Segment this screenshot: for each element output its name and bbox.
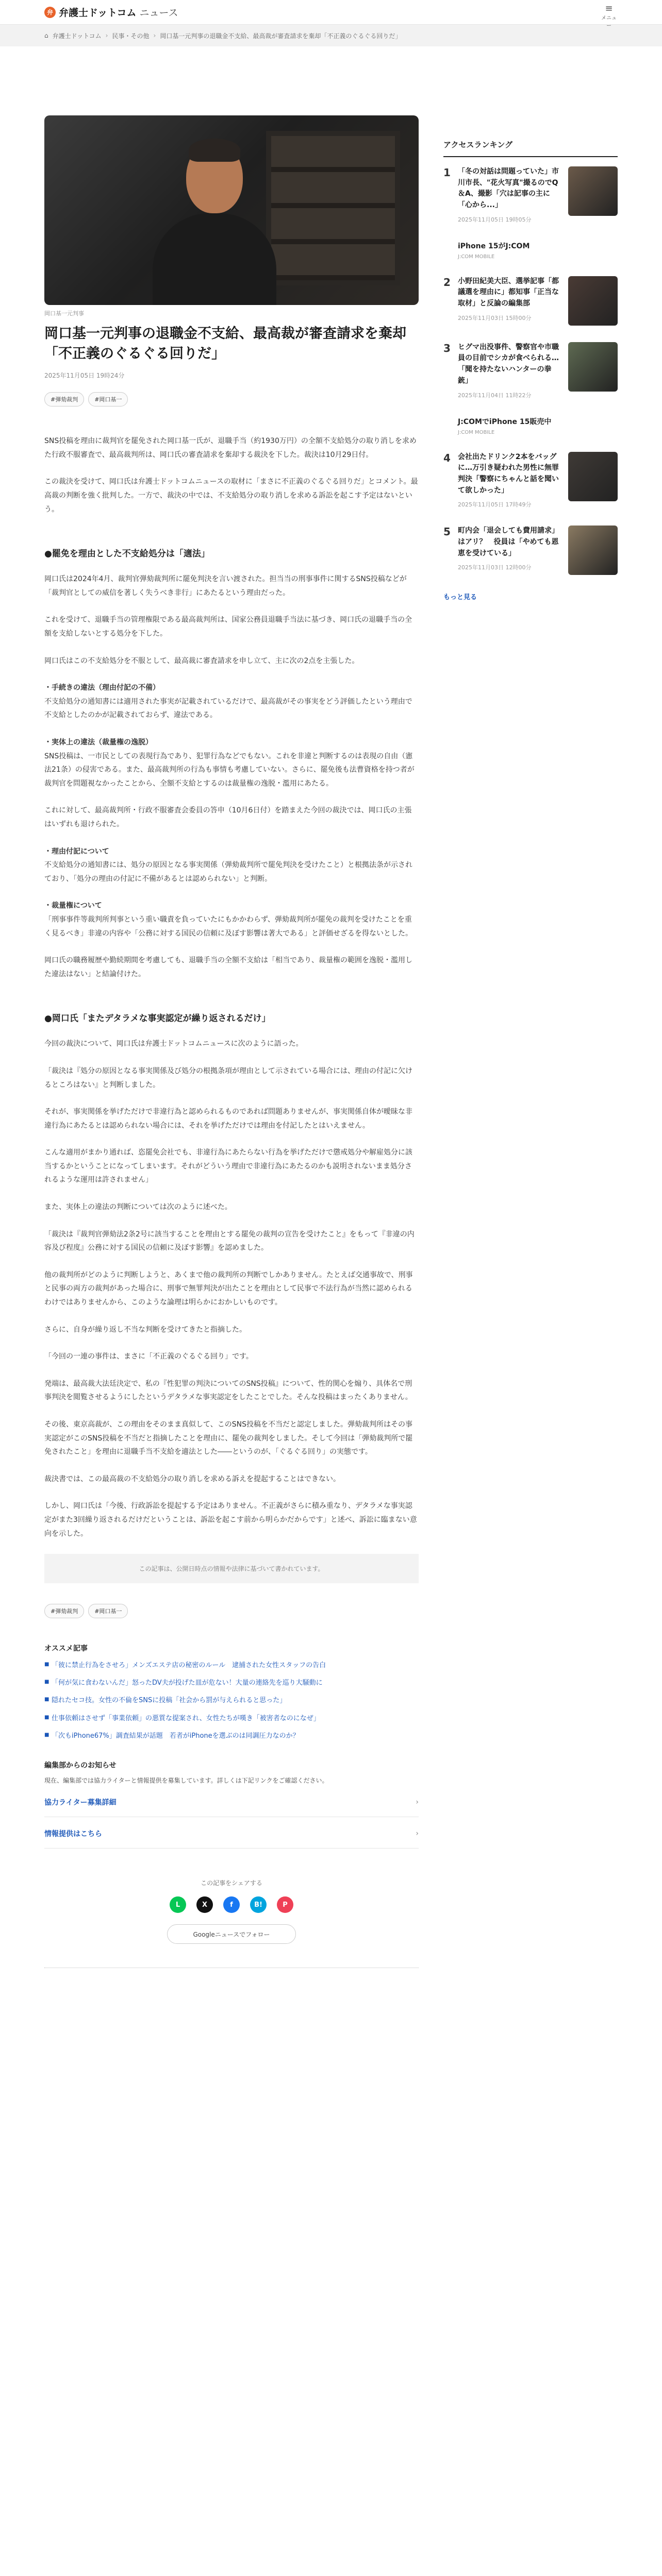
info-submit-link[interactable] <box>44 1817 419 1849</box>
ranking-text <box>458 276 562 323</box>
paragraph: これを受けて、退職手当の管理権限である最高裁判所は、国家公務員退職手当法に基づき、岡口氏の退職手当の全額を支給しないとする処分を下した。 <box>44 616 412 638</box>
editor-heading: 編集部からのお知らせ <box>44 1761 117 1770</box>
article-notice: この記事は、公開日時点の情報や法律に基づいて書かれています。 <box>44 1554 419 1583</box>
paragraph: また、実体上の違法の判断については次のように述べた。 <box>44 1203 232 1212</box>
photo-credit: 岡口基一元判事 <box>44 310 84 317</box>
share-line-icon[interactable]: L <box>170 1896 186 1913</box>
ranking-item[interactable] <box>443 526 618 575</box>
paragraph: SNS投稿を理由に裁判官を罷免された岡口基一氏が、退職手当（約1930万円）の全額不支給処分の取り消しを求めた行政不服審査で、最高裁判所は、岡口氏の審査請求を棄却する裁決を下した。裁決は10月29日付。 <box>44 437 417 459</box>
chevron-right-icon: › <box>416 1798 419 1807</box>
paragraph: 「今回の一連の事件は、まさに「不正義のぐるぐる回り」です。 <box>44 1352 253 1361</box>
breadcrumb-separator-icon: › <box>105 32 108 39</box>
paragraph: こんな適用がまかり通れば、恣罷免会社でも、非違行為にあたらない行為を挙げただけで懲戒処分や解雇処分に該当するかということになってしまいます。それがどういう理由で非違行為にあたるのかも説明されないまま処分されるような運用は許されません」 <box>44 1148 412 1184</box>
ranking-title: 会社出たドリンク2本をバッグに…万引き疑われた男性に無罪判決「警察にちゃんと話を聞いて欲しかった」 <box>458 452 559 495</box>
recommended-link[interactable]: ■ 仕事依頼はさせず「事業依頼」の悪質な提案され、女性たちが嘆き「被害者なのになぜ」 <box>44 1714 419 1724</box>
paragraph: 「刑事事件等裁判所判事という重い職責を負っていたにもかかわらず、弾劾裁判所が罷免の裁判を受けたことを重く見るべき」非違の内容や「公務に対する国民の信頼に及ぼす影響は著大である」と評価せざるを得ないとした。 <box>44 915 412 938</box>
paragraph: それが、事実関係を挙げただけで非違行為と認められるものであれば問題ありませんが、事実関係自体が曖昧な非違行為にあたるとは認められない場合には、それを挙げただけでは理由を付記したとはいえません。 <box>44 1108 412 1130</box>
paragraph: SNS投稿は、一市民としての表現行為であり、犯罪行為などでもない。これを非違と判断するのは表現の自由（憲法21条）の侵害である。また、最高裁判所の行為も事情も考慮していない。さらに、罷免後も法曹資格を持つ者が裁判官を問題視なかったことから、全額不支給とするのは裁量権の逸脱・濫用にあたる。 <box>44 752 415 788</box>
paragraph: これに対して、最高裁判所・行政不服審査会委員の答申（10月6日付）を踏まえた今回の裁決では、岡口氏の主張はいずれも退けられた。 <box>44 806 412 828</box>
ranking-date: 2025年11月03日 12時00分 <box>458 564 532 571</box>
ranking-title: 町内会「退会しても費用請求」はアリ？ 役員は「やめても恩恵を受けている」 <box>458 527 559 557</box>
recommended-link[interactable]: ■ 「次もiPhone67%」調査結果が話題 若者がiPhoneを選ぶのは同調圧力なのか？ <box>44 1731 419 1741</box>
breadcrumb <box>0 25 662 46</box>
paragraph: 裁決書では、この最高裁の不支給処分の取り消しを求める訴えを提起することはできない。 <box>44 1475 340 1483</box>
ranking-thumbnail <box>568 452 618 501</box>
ranking-title: 小野田紀美大臣、選挙記事「都議選を理由に」都知事「正当な取材」と反論の編集部 <box>458 277 559 308</box>
sidebar-ad[interactable] <box>443 416 618 435</box>
sidebar <box>443 46 618 1968</box>
hero-person <box>153 136 276 305</box>
ranking-number: 3 <box>443 342 451 354</box>
tag-link[interactable]: #岡口基一 <box>88 1604 128 1618</box>
ad-title: iPhone 15がJ:COM <box>458 242 530 250</box>
info-submit-label: 情報提供はこちら <box>44 1830 102 1839</box>
chevron-right-icon: › <box>416 1829 419 1838</box>
ranking-text <box>458 166 562 224</box>
menu-label: メニュー <box>601 15 617 29</box>
share-buttons <box>44 1896 419 1913</box>
ranking-date: 2025年11月05日 17時49分 <box>458 501 532 509</box>
ranking-thumbnail <box>568 276 618 326</box>
site-logo[interactable] <box>44 5 178 19</box>
paragraph: 「裁決は『処分の原因となる事実関係及び処分の根拠条項が理由として示されている場合には、理由の付記に欠けるところはない』と判断しました。 <box>44 1066 412 1089</box>
ranking-thumbnail <box>568 166 618 216</box>
sidebar-ad[interactable] <box>443 241 618 260</box>
tag-link[interactable]: #弾劾裁判 <box>44 392 84 406</box>
ranking-item[interactable] <box>443 342 618 400</box>
tag-link[interactable]: #岡口基一 <box>88 392 128 406</box>
paragraph: 不支給処分の通知書には適用された事実が記載されているだけで、最高裁がその事実をどう評価したという理由で不支給としたのかが記載されておらず、違法である。 <box>44 697 412 720</box>
paragraph: 不支給処分の通知書には、処分の原因となる事実関係（弾劾裁判所で罷免判決を受けたこと）と根拠法条が示されており、「処分の理由の付記に不備があるとは認められない」と判断。 <box>44 861 412 883</box>
recommended-link[interactable]: ■ 隠れたセコ技。女性の不倫をSNSに投稿「社会から罰が与えられると思った」 <box>44 1696 419 1706</box>
recommended-section <box>44 1643 419 1741</box>
editor-text: 現在、編集部では協力ライターと情報提供を募集しています。詳しくは下記リンクをご確認ください。 <box>44 1776 328 1784</box>
ranking-item[interactable] <box>443 166 618 224</box>
editor-notice-section <box>44 1760 419 1849</box>
article-tags <box>44 392 419 406</box>
article-main <box>44 46 419 1968</box>
ranking-text <box>458 342 562 400</box>
ranking-text <box>458 526 562 572</box>
ranking-title: ヒグマ出没事件、警察官や市職員の目前でシカが食べられる…「聞を持たないハンターの拳銃」 <box>458 343 559 385</box>
paragraph: 岡口氏は2024年4月、裁判官弾劾裁判所に罷免判決を言い渡された。担当当の刑事事件に関するSNS投稿などが「裁判官としての威信を著しく失うべき非行」にあたるという理由だった。 <box>44 575 407 597</box>
sub-heading: ・手続きの違法（理由付記の不備） <box>44 684 160 692</box>
article-hero-image <box>44 115 419 305</box>
ad-sponsor: J:COM MOBILE <box>458 253 495 260</box>
section-heading: ●岡口氏「またデタラメな事実認定が繰り返されるだけ」 <box>44 1013 271 1024</box>
ranking-number: 1 <box>443 166 451 179</box>
paragraph: しかし、岡口氏は「今後、行政訴訟を提起する予定はありません。不正義がさらに積み重なり、デタラメな事実認定がまた3回繰り返されるだけだということは、訴訟を起こす前から明らかだからです」と述べ、訴訟に臨まない意向を示した。 <box>44 1502 417 1538</box>
recommended-link[interactable]: ■ 「彼に禁止行為をさせろ」メンズエステ店の秘密のルール 逮捕された女性スタッフの告白 <box>44 1660 419 1671</box>
paragraph: さらに、自身が繰り返し不当な判断を受けてきたと指摘した。 <box>44 1325 246 1334</box>
paragraph: 岡口氏はこの不支給処分を不服として、最高裁に審査請求を申し立て、主に次の2点を主張した。 <box>44 656 359 665</box>
sub-heading: ・実体上の違法（裁量権の逸脱） <box>44 738 153 747</box>
article-title: 岡口基一元判事の退職金不支給、最高裁が審査請求を棄却「不正義のぐるぐる回りだ」 <box>44 326 406 362</box>
share-hatena-icon[interactable]: B! <box>250 1896 267 1913</box>
paragraph: 「裁決は『裁判官弾劾法2条2号に該当することを理由とする罷免の裁判の宣告を受けたこと』をもって『非違の内容及び程度』公務に対する国民の信頼に及ぼす影響』を認めました。 <box>44 1230 415 1252</box>
paragraph: 今回の裁決について、岡口氏は弁護士ドットコムニュースに次のように語った。 <box>44 1040 303 1048</box>
recommended-heading: オススメ記事 <box>44 1645 88 1653</box>
share-x-icon[interactable]: X <box>196 1896 213 1913</box>
ranking-more-link[interactable]: もっと見る <box>443 594 477 602</box>
paragraph: 発端は、最高裁大法廷決定で、私の『性犯罪の判決についてのSNS投稿』について、性的関心を煽り、具体名で刑事判決を閲覧させるようにしたというデタラメな事実認定をしたことでした。そんな投稿はまったくありません。 <box>44 1379 412 1402</box>
breadcrumb-separator-icon: › <box>153 32 156 39</box>
article-tags-bottom <box>44 1604 419 1618</box>
breadcrumb-home[interactable]: 弁護士ドットコム <box>52 32 102 40</box>
logo-mark-icon: 弁 <box>44 7 56 18</box>
sub-heading: ・裁量権について <box>44 902 102 910</box>
ranking-number: 5 <box>443 526 451 538</box>
ranking-heading: アクセスランキング <box>443 139 618 157</box>
breadcrumb-current: 岡口基一元判事の退職金不支給、最高裁が審査請求を棄却「不正義のぐるぐる回りだ」 <box>160 32 402 40</box>
site-header <box>0 0 662 29</box>
logo-brand: 弁護士ドットコム <box>59 7 137 19</box>
ranking-date: 2025年11月04日 11時22分 <box>458 392 532 399</box>
ad-title: J:COMでiPhone 15販売中 <box>458 417 552 426</box>
recommended-link[interactable]: ■ 「何が気に食わないんだ」怒ったDV夫が投げた皿が危ない！大量の連絡先を巡り大騒動に <box>44 1678 419 1688</box>
home-icon: ⌂ <box>44 32 48 39</box>
breadcrumb-category[interactable]: 民事・その他 <box>112 32 150 40</box>
hamburger-icon: ≡ <box>605 3 613 14</box>
paragraph: 他の裁判所がどのように判断しようと、あくまで他の裁判所の判断でしかありません。たとえば交通事故で、刑事と民事の両方の裁判があった場合に、刑事で無罪判決が出たことを理由として民事で不法行為が当然に認められるわけではありませんから、このような論理は明らかにおかしいものです。 <box>44 1270 413 1307</box>
ranking-date: 2025年11月03日 15時00分 <box>458 314 532 321</box>
paragraph: 岡口氏の職務履歴や勤続期間を考慮しても、退職手当の全額不支給は「相当であり、裁量権の範囲を逸脱・濫用した違法はない」と結論付けた。 <box>44 956 412 978</box>
ranking-thumbnail <box>568 342 618 392</box>
ranking-text <box>458 452 562 510</box>
paragraph: この裁決を受けて、岡口氏は弁護士ドットコムニュースの取材に「まさに不正義のぐるぐる回りだ」とコメント。最高裁の判断を強く批判した。一方で、裁決の中では、不支給処分の取り消しを求める訴訟を起こす予定はないという。 <box>44 478 418 514</box>
share-section <box>44 1878 419 1944</box>
hero-bookshelf <box>266 131 400 285</box>
ranking-title: 「冬の対話は問題っていた」市川市長、"花火写真"撮るのでQ＆A、撮影「穴は記事の主に「心から...」 <box>458 167 559 210</box>
ranking-date: 2025年11月05日 19時05分 <box>458 216 532 223</box>
menu-button[interactable] <box>600 4 618 29</box>
share-label: この記事をシェアする <box>201 1879 262 1887</box>
ranking-item[interactable] <box>443 276 618 326</box>
paragraph: その後、東京高裁が、この理由をそのまま真似して、このSNS投稿を不当だと認定しました。弾劾裁判所はその事実認定がこのSNS投稿を不当だと指摘したことを理由に、罷免の裁判をしました。そして今回は「弾劾裁判所で罷免されたこと」を理由に退職手当不支給を適法とした――というのが、「ぐるぐる回り」の実態です。 <box>44 1420 413 1456</box>
ranking-number: 2 <box>443 276 451 289</box>
writer-recruit-label: 協力ライター募集詳細 <box>44 1799 117 1807</box>
tag-link[interactable]: #弾劾裁判 <box>44 1604 84 1618</box>
ranking-item[interactable] <box>443 452 618 510</box>
article-date: 2025年11月05日 19時24分 <box>44 372 125 380</box>
article-body <box>44 434 419 1540</box>
google-news-follow-button[interactable]: Googleニュースでフォロー <box>167 1924 296 1944</box>
logo-news: ニュース <box>139 7 178 19</box>
ranking-number: 4 <box>443 451 451 464</box>
sub-heading: ・理由付記について <box>44 847 109 856</box>
ranking-thumbnail <box>568 526 618 575</box>
ad-sponsor: J:COM MOBILE <box>458 429 495 435</box>
share-facebook-icon[interactable]: f <box>223 1896 240 1913</box>
writer-recruit-link[interactable] <box>44 1786 419 1817</box>
share-pocket-icon[interactable]: P <box>277 1896 293 1913</box>
section-heading: ●罷免を理由とした不支給処分は「適法」 <box>44 549 210 560</box>
